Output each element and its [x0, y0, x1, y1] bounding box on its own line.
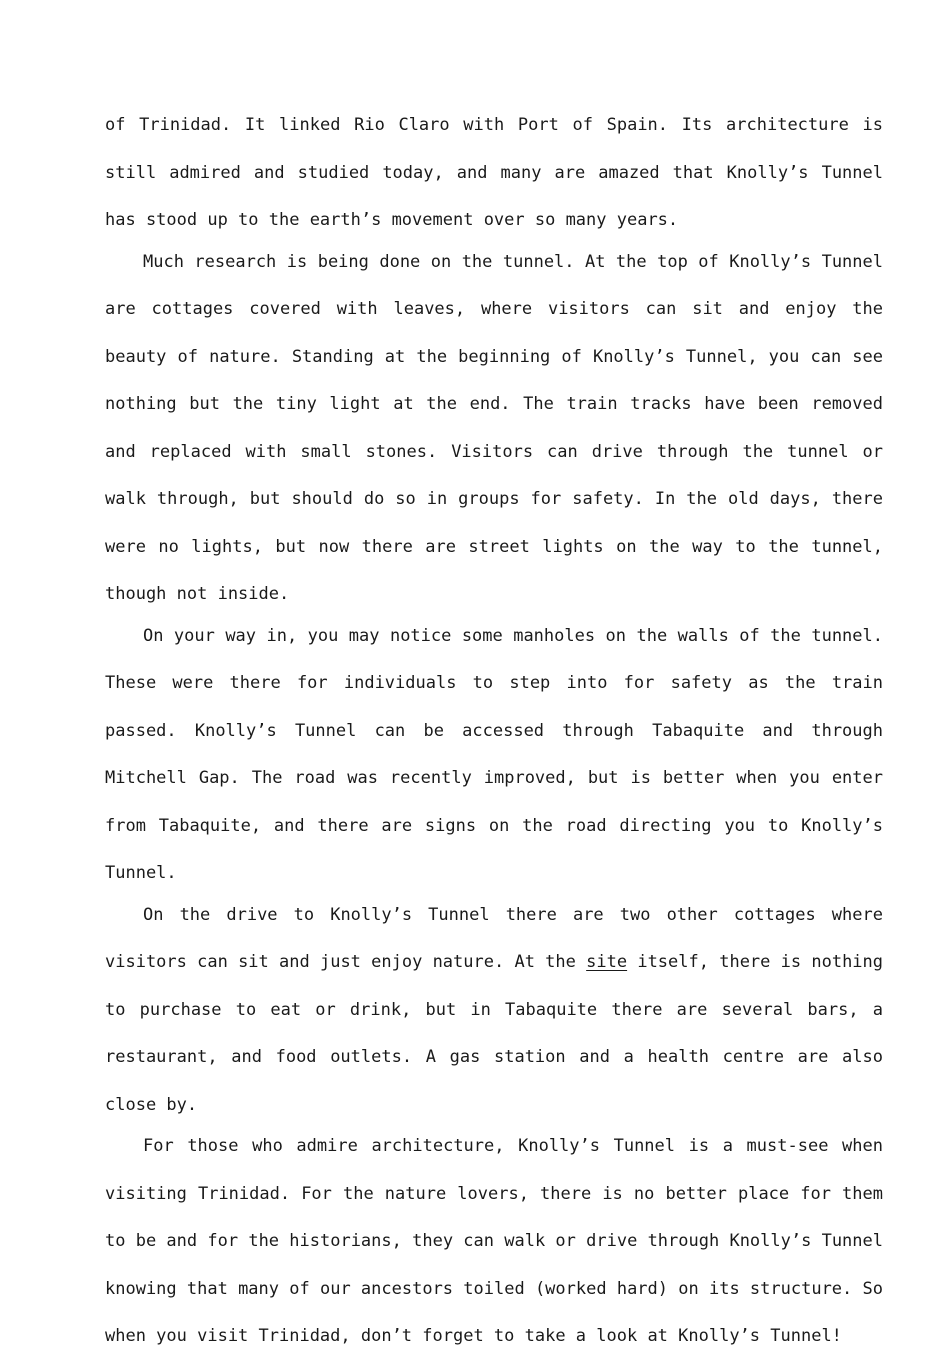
paragraph-4-before: On the drive to Knolly’s Tunnel there are two other cottages where visitors can sit and just enjoy nature. At the: [105, 904, 883, 972]
paragraph-5: For those who admire architecture, Knolly’s Tunnel is a must-see when visiting Trinidad. For the nature lovers, there is no better place for them to be and for the historians, they can walk or drive through Knolly’s Tunnel knowing that many of our ancestors toiled (worked hard) on its structure. So when you visit Trinidad, don’t forget to take a look at Knolly’s Tunnel!: [105, 1136, 883, 1346]
paragraph-4: [105, 892, 883, 1130]
paragraph-2: Much research is being done on the tunnel. At the top of Knolly’s Tunnel are cottages covered with leaves, where visitors can sit and enjoy the beauty of nature. Standing at the beginning of Knolly’s Tunnel, you can see nothing but the tiny light at the end. The train tracks have been removed and replaced with small stones. Visitors can drive through the tunnel or walk through, but should do so in groups for safety. In the old days, there were no lights, but now there are street lights on the way to the tunnel, though not inside.: [105, 251, 883, 604]
paragraph-3: On your way in, you may notice some manholes on the walls of the tunnel. These were there for individuals to step into for safety as the train passed. Knolly’s Tunnel can be accessed through Tabaquite and through Mitchell Gap. The road was recently improved, but is better when you enter from Tabaquite, and there are signs on the road directing you to Knolly’s Tunnel.: [105, 625, 883, 883]
article-body: [105, 102, 883, 1361]
paragraph-4-after: itself, there is nothing to purchase to eat or drink, but in Tabaquite there are several bars, a restaurant, and food outlets. A gas station and a health centre are also close by.: [105, 952, 884, 1115]
paragraph-1: of Trinidad. It linked Rio Claro with Port of Spain. Its architecture is still admired and studied today, and many are amazed that Knolly’s Tunnel has stood up to the earth’s movement over so many years.: [105, 115, 883, 230]
underlined-word-site: site: [586, 952, 628, 972]
